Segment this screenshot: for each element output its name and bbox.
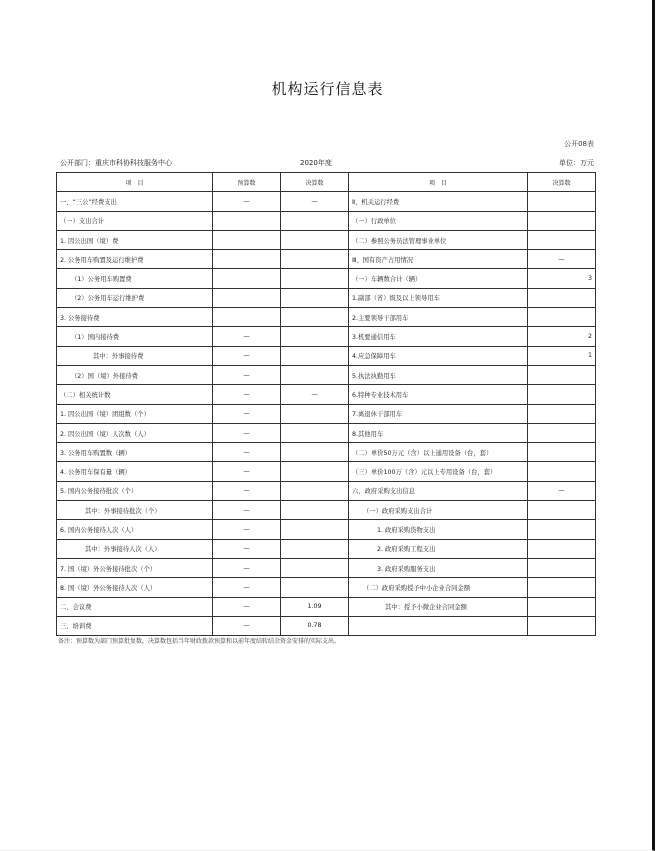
final-amount-left-cell	[281, 404, 349, 423]
table-row	[57, 481, 596, 500]
budget-cell	[213, 269, 281, 288]
right-item-cell: 六、政府采购支出信息	[349, 481, 528, 500]
table-row	[57, 211, 596, 230]
right-item-cell: 2. 政府采购工程支出	[349, 539, 528, 558]
table-row	[57, 365, 596, 384]
final-amount-left-cell	[281, 365, 349, 384]
final-amount-left-cell	[281, 346, 349, 365]
year-label: 2020年度	[300, 159, 332, 167]
final-amount-left-cell: —	[281, 192, 349, 211]
left-item-cell: （1）公务用车购置费	[57, 269, 213, 288]
final-amount-right-cell: —	[528, 481, 596, 500]
table-row	[57, 269, 596, 288]
final-amount-right-cell	[528, 597, 596, 616]
right-item-cell: （二）参照公务员法管理事业单位	[349, 230, 528, 249]
budget-cell: —	[213, 616, 281, 635]
left-item-cell: 二、会议费	[57, 597, 213, 616]
final-amount-left-cell	[281, 462, 349, 481]
left-item-cell: 2. 公务用车购置及运行维护费	[57, 250, 213, 269]
table-row	[57, 385, 596, 404]
table-header-row	[57, 173, 596, 192]
left-item-cell: （2）公务用车运行维护费	[57, 288, 213, 307]
budget-cell: —	[213, 597, 281, 616]
final-amount-left-cell	[281, 578, 349, 597]
final-amount-right-cell	[528, 443, 596, 462]
header-item-right: 项 目	[349, 173, 528, 192]
left-item-cell: 3. 公务接待费	[57, 308, 213, 327]
budget-cell: —	[213, 327, 281, 346]
left-item-cell: 2. 因公出国（境）人次数（人）	[57, 423, 213, 442]
left-item-cell: 3. 公务用车购置数（辆）	[57, 443, 213, 462]
left-item-cell: 其中：外事接待批次（个）	[57, 501, 213, 520]
table-row	[57, 539, 596, 558]
final-amount-right-cell	[528, 404, 596, 423]
budget-cell: —	[213, 520, 281, 539]
budget-cell: —	[213, 501, 281, 520]
table-row	[57, 578, 596, 597]
final-amount-right-cell	[528, 539, 596, 558]
final-amount-right-cell	[528, 365, 596, 384]
final-amount-left-cell	[281, 443, 349, 462]
table-row	[57, 230, 596, 249]
department-label: 公开部门：重庆市科协科技服务中心	[60, 159, 172, 167]
final-amount-left-cell	[281, 211, 349, 230]
final-amount-left-cell	[281, 520, 349, 539]
table-row	[57, 308, 596, 327]
right-item-cell: 4.应急保障用车	[349, 346, 528, 365]
right-item-cell: 1.副部（省）级及以上领导用车	[349, 288, 528, 307]
final-amount-left-cell: 1.09	[281, 597, 349, 616]
left-item-cell: 其中：外事接待人次（人）	[57, 539, 213, 558]
header-final-right: 决算数	[528, 173, 596, 192]
final-amount-right-cell	[528, 230, 596, 249]
left-item-cell: 三、培训费	[57, 616, 213, 635]
left-item-cell: 5. 国内公务接待批次（个）	[57, 481, 213, 500]
budget-cell: —	[213, 385, 281, 404]
right-item-cell: （三）单价100万（含）元以上专用设备（台，套）	[349, 462, 528, 481]
table-row	[57, 501, 596, 520]
table-row	[57, 327, 596, 346]
right-item-cell: （一）车辆数合计（辆）	[349, 269, 528, 288]
table-row	[57, 443, 596, 462]
budget-cell	[213, 211, 281, 230]
left-item-cell: 一、“三公”经费支出	[57, 192, 213, 211]
table-row	[57, 192, 596, 211]
final-amount-right-cell	[528, 423, 596, 442]
left-item-cell: 1. 因公出国（境）团组数（个）	[57, 404, 213, 423]
budget-cell: —	[213, 462, 281, 481]
right-item-cell: 8.其他用车	[349, 423, 528, 442]
final-amount-left-cell	[281, 558, 349, 577]
final-amount-right-cell	[528, 192, 596, 211]
right-item-cell: （二）政府采购授予中小企业合同金额	[349, 578, 528, 597]
right-item-cell: 3.机要通信用车	[349, 327, 528, 346]
final-amount-left-cell	[281, 481, 349, 500]
right-item-cell: （二）单价50万元（含）以上通用设备（台，套）	[349, 443, 528, 462]
final-amount-right-cell: 3	[528, 269, 596, 288]
footnote: 备注：预算数为部门预算批复数，决算数包括当年财政拨款预算和以前年度结转结余资金安排的实际支出。	[58, 638, 341, 645]
table-row	[57, 423, 596, 442]
right-item-cell: 7.离退休干部用车	[349, 404, 528, 423]
institution-operation-table	[56, 172, 596, 636]
final-amount-right-cell: 1	[528, 346, 596, 365]
right-item-cell: （一）政府采购支出合计	[349, 501, 528, 520]
final-amount-left-cell: —	[281, 385, 349, 404]
table-row	[57, 597, 596, 616]
right-item-cell: 6.特种专业技术用车	[349, 385, 528, 404]
final-amount-left-cell	[281, 250, 349, 269]
table-row	[57, 346, 596, 365]
budget-cell	[213, 230, 281, 249]
left-item-cell: （一）支出合计	[57, 211, 213, 230]
right-item-cell: 3. 政府采购服务支出	[349, 558, 528, 577]
budget-cell: —	[213, 192, 281, 211]
budget-cell	[213, 288, 281, 307]
table-row	[57, 462, 596, 481]
budget-cell: —	[213, 539, 281, 558]
header-item-left: 项 目	[57, 173, 213, 192]
left-item-cell: 4. 公务用车保有量（辆）	[57, 462, 213, 481]
final-amount-left-cell	[281, 288, 349, 307]
final-amount-left-cell	[281, 501, 349, 520]
final-amount-right-cell	[528, 385, 596, 404]
left-item-cell: （2）国（境）外接待费	[57, 365, 213, 384]
right-item-cell: 其中：授予小微企业合同金额	[349, 597, 528, 616]
budget-cell: —	[213, 481, 281, 500]
header-final-left: 决算数	[281, 173, 349, 192]
right-item-cell	[349, 616, 528, 635]
final-amount-left-cell: 0.78	[281, 616, 349, 635]
budget-cell: —	[213, 423, 281, 442]
budget-cell: —	[213, 578, 281, 597]
page-title: 机构运行信息表	[271, 80, 384, 98]
final-amount-right-cell	[528, 558, 596, 577]
left-item-cell: 7. 国（境）外公务接待批次（个）	[57, 558, 213, 577]
right-item-cell: 1. 政府采购货物支出	[349, 520, 528, 539]
right-item-cell: Ⅱ、机关运行经费	[349, 192, 528, 211]
right-item-cell: Ⅲ、国有资产占用情况	[349, 250, 528, 269]
left-item-cell: 8. 国（境）外公务接待人次（人）	[57, 578, 213, 597]
final-amount-left-cell	[281, 308, 349, 327]
final-amount-right-cell	[528, 288, 596, 307]
left-item-cell: 1. 因公出国（境）费	[57, 230, 213, 249]
final-amount-right-cell	[528, 501, 596, 520]
final-amount-left-cell	[281, 269, 349, 288]
table-row	[57, 288, 596, 307]
budget-cell	[213, 250, 281, 269]
left-item-cell: （二）相关统计数	[57, 385, 213, 404]
final-amount-right-cell	[528, 308, 596, 327]
final-amount-right-cell: 2	[528, 327, 596, 346]
left-item-cell: （1）国内接待费	[57, 327, 213, 346]
budget-cell: —	[213, 404, 281, 423]
right-item-cell: （一）行政单位	[349, 211, 528, 230]
final-amount-right-cell	[528, 520, 596, 539]
table-row	[57, 404, 596, 423]
budget-cell: —	[213, 346, 281, 365]
table-row	[57, 520, 596, 539]
final-amount-right-cell: —	[528, 250, 596, 269]
right-item-cell: 2.主要领导干部用车	[349, 308, 528, 327]
unit-label: 单位：万元	[559, 159, 594, 167]
budget-cell: —	[213, 365, 281, 384]
budget-cell: —	[213, 558, 281, 577]
form-number: 公开08表	[564, 140, 594, 148]
final-amount-right-cell	[528, 211, 596, 230]
left-item-cell: 其中：外事接待费	[57, 346, 213, 365]
table-row	[57, 558, 596, 577]
table-row	[57, 250, 596, 269]
budget-cell	[213, 308, 281, 327]
left-item-cell: 6. 国内公务接待人次（人）	[57, 520, 213, 539]
table-row	[57, 616, 596, 635]
final-amount-left-cell	[281, 327, 349, 346]
final-amount-right-cell	[528, 578, 596, 597]
header-budget: 预算数	[213, 173, 281, 192]
final-amount-left-cell	[281, 423, 349, 442]
final-amount-right-cell	[528, 462, 596, 481]
budget-cell: —	[213, 443, 281, 462]
final-amount-right-cell	[528, 616, 596, 635]
final-amount-left-cell	[281, 539, 349, 558]
final-amount-left-cell	[281, 230, 349, 249]
right-item-cell: 5.执法执勤用车	[349, 365, 528, 384]
